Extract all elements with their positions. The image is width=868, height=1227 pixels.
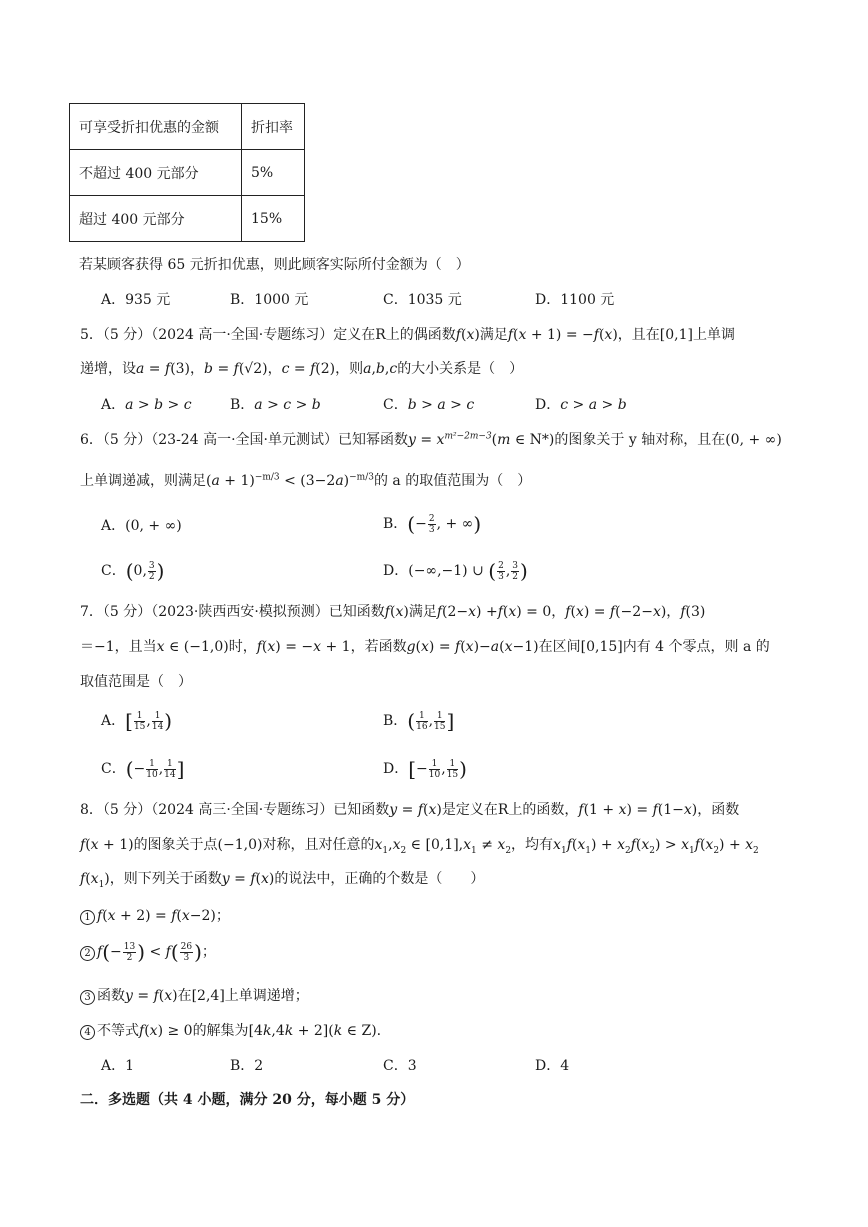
- q7-option-d: D．[− $\frac{1}{10}$ , $\frac{1}{15}$ ): [383, 757, 467, 781]
- q5-option-d: D．c > a > b: [535, 397, 627, 413]
- circled-3-icon: 3: [80, 990, 95, 1005]
- table-cell: 15%: [242, 196, 305, 242]
- q8-item-2: 2 f(− $\frac{13}{2}$ ) < f( $\frac{26}{3}$ )；: [80, 940, 216, 964]
- table-row: [70, 150, 305, 196]
- table-cell: 超过 400 元部分: [70, 196, 242, 242]
- q7-option-c: C．(− $\frac{1}{10}$ , $\frac{1}{14}$ ]: [101, 757, 185, 781]
- q8-item-1: 1 f(x + 2) = f(x−2)；: [80, 905, 230, 925]
- circled-2-icon: 2: [80, 946, 95, 961]
- q8-option-d: D．4: [535, 1058, 570, 1074]
- q6-line1: 6．（5 分）（23-24 高一·全国·单元测试）已知幂函数$y = x^{m^2-2m-3}(m$ ∈ N*)的图象关于 y 轴对称，且在(0, + ∞): [80, 431, 782, 448]
- q5-option-b: B．a > c > b: [230, 397, 321, 413]
- q6-option-d: D．(−∞,−1) ∪ ( $\frac{2}{3}$ , $\frac{3}{2}$ ): [383, 559, 528, 583]
- table-row: [70, 104, 305, 150]
- q6-option-c: C．(0, $\frac{3}{2}$ ): [101, 559, 165, 583]
- q8-option-a: A．1: [101, 1058, 135, 1074]
- q7-line3: 取值范围是（ ）: [80, 674, 192, 690]
- table-row: [70, 196, 305, 242]
- discount-table: [69, 103, 305, 242]
- table-cell: 折扣率: [242, 104, 305, 150]
- q4-option-c: C．1035 元: [383, 292, 462, 308]
- q8-line1: 8．（5 分）（2024 高三·全国·专题练习）已知函数y = f(x)是定义在R上的函数，f(1 + x) = f(1−x)，函数: [80, 802, 740, 818]
- table-cell: 不超过 400 元部分: [70, 150, 242, 196]
- q6-line2: 上单调递减，则满足$(a + 1)^{-m/3} < (3-2a)^{-m/3}$的 a 的取值范围为（ ）: [80, 472, 532, 489]
- q7-option-b: B．( $\frac{1}{16}$ , $\frac{1}{15}$ ]: [383, 709, 455, 733]
- table-cell: 5%: [242, 150, 305, 196]
- q8-item-3: 3 函数y = f(x)在[2,4]上单调递增；: [80, 985, 309, 1005]
- q6-option-a: A．(0, + ∞): [101, 518, 182, 534]
- circled-4-icon: 4: [80, 1025, 95, 1040]
- q8-line2: f(x + 1)的图象关于点(−1,0)对称，且对任意的$x_1,x_2$ ∈ $[0,1],x_1 \ne x_2$，均有$x_1f(x_1) + x_2f(x_2) > x_1f(x_2) + x_2$: [80, 837, 759, 856]
- section-heading: 二．多选题（共 4 小题，满分 20 分，每小题 5 分）: [80, 1092, 415, 1108]
- q5-option-a: A．a > b > c: [101, 397, 192, 413]
- q7-line2: ＝−1，且当x ∈ (−1,0)时，f(x) = −x + 1，若函数g(x) = f(x)−a(x−1)在区间[0,15]内有 4 个零点，则 a 的: [80, 639, 770, 655]
- q4-option-a: A．935 元: [101, 292, 171, 308]
- table-cell: 可享受折扣优惠的金额: [70, 104, 242, 150]
- q5-line1: 5．（5 分）（2024 高一·全国·专题练习）定义在R上的偶函数f(x)满足f(x + 1) = −f(x)，且在[0,1]上单调: [80, 327, 735, 343]
- q4-stem: 若某顾客获得 65 元折扣优惠，则此顾客实际所付金额为（ ）: [79, 257, 470, 273]
- q4-option-d: D．1100 元: [535, 292, 615, 308]
- q4-option-b: B．1000 元: [230, 292, 309, 308]
- circled-1-icon: 1: [80, 910, 95, 925]
- q8-option-c: C．3: [383, 1058, 417, 1074]
- q8-line3: $f(x_1)$，则下列关于函数y = f(x)的说法中，正确的个数是（ ）: [80, 871, 485, 890]
- q6-option-b: B．(− $\frac{2}{3}$ , + ∞): [383, 512, 482, 536]
- q7-option-a: A．[ $\frac{1}{15}$ , $\frac{1}{14}$ ): [101, 709, 173, 733]
- q8-option-b: B．2: [230, 1058, 264, 1074]
- q5-line2: 递增，设a = f(3)，b = f(√2)，c = f(2)，则a,b,c的大小关系是（ ）: [80, 361, 524, 377]
- q8-item-4: 4 不等式f(x) ≥ 0的解集为[4k,4k + 2](k ∈ Z).: [80, 1020, 381, 1040]
- q5-option-c: C．b > a > c: [383, 397, 475, 413]
- q7-line1: 7．（5 分）（2023·陕西西安·模拟预测）已知函数f(x)满足f(2−x) +f(x) = 0，f(x) = f(−2−x)，f(3): [80, 604, 706, 620]
